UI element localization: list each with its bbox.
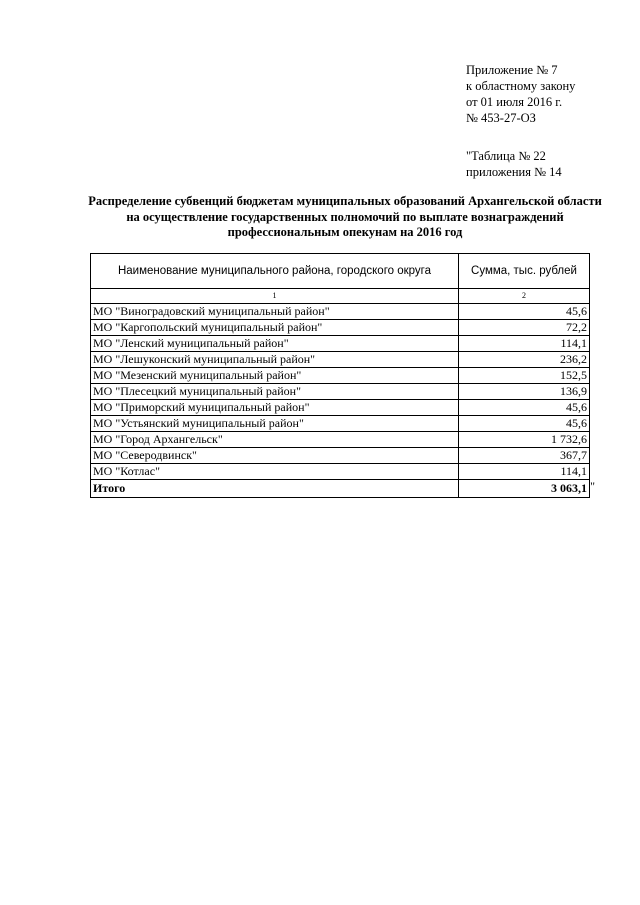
table-reference-line: "Таблица № 22 — [466, 149, 546, 163]
table-row — [91, 400, 590, 416]
table-row — [91, 464, 590, 480]
amount-value: 72,2 — [459, 320, 590, 336]
amount-value: 367,7 — [459, 448, 590, 464]
header-name-column: Наименование муниципального района, городского округа — [91, 254, 459, 289]
table-row — [91, 368, 590, 384]
appendix-line: от 01 июля 2016 г. — [466, 95, 563, 109]
table-row — [91, 448, 590, 464]
amount-value: 114,1 — [459, 464, 590, 480]
amount-value: 114,1 — [459, 336, 590, 352]
appendix-header — [466, 62, 575, 126]
header-amount-column: Сумма, тыс. рублей — [459, 254, 590, 289]
subvention-table — [90, 253, 595, 498]
amount-value: 1 732,6 — [459, 432, 590, 448]
appendix-line: к областному закону — [466, 79, 576, 93]
document-title: Распределение субвенций бюджетам муниципальных образований Архангельской области на осуществление государственных полномочий по выплате вознаграждений профессиональным опекунам на 2016 год — [88, 194, 602, 239]
table-row — [91, 416, 590, 432]
total-label: Итого — [91, 480, 459, 498]
municipality-name: МО "Плесецкий муниципальный район" — [91, 384, 459, 400]
municipality-name: МО "Ленский муниципальный район" — [91, 336, 459, 352]
table-row — [91, 352, 590, 368]
column-number: 1 — [91, 289, 459, 304]
total-row — [91, 480, 590, 498]
municipality-name: МО "Устьянский муниципальный район" — [91, 416, 459, 432]
municipality-name: МО "Лешуконский муниципальный район" — [91, 352, 459, 368]
municipality-name: МО "Приморский муниципальный район" — [91, 400, 459, 416]
municipality-name: МО "Каргопольский муниципальный район" — [91, 320, 459, 336]
municipality-name: МО "Северодвинск" — [91, 448, 459, 464]
amount-value: 136,9 — [459, 384, 590, 400]
table-row — [91, 384, 590, 400]
column-number: 2 — [459, 289, 590, 304]
table-reference — [466, 148, 562, 180]
column-number-row — [91, 289, 590, 304]
municipality-name: МО "Котлас" — [91, 464, 459, 480]
table-row — [91, 432, 590, 448]
municipality-name: МО "Город Архангельск" — [91, 432, 459, 448]
amount-value: 45,6 — [459, 400, 590, 416]
municipality-name: МО "Виноградовский муниципальный район" — [91, 304, 459, 320]
amount-value: 45,6 — [459, 304, 590, 320]
municipality-name: МО "Мезенский муниципальный район" — [91, 368, 459, 384]
amount-value: 45,6 — [459, 416, 590, 432]
appendix-line: Приложение № 7 — [466, 63, 558, 77]
total-amount-cell — [459, 479, 595, 498]
table-reference-line: приложения № 14 — [466, 165, 562, 179]
table-row — [91, 320, 590, 336]
table-row — [91, 304, 590, 320]
appendix-line: № 453-27-ОЗ — [466, 111, 536, 125]
total-amount: 3 063,1 — [551, 481, 587, 495]
table-header-row — [91, 254, 590, 289]
table-row — [91, 336, 590, 352]
amount-value: 152,5 — [459, 368, 590, 384]
amount-value: 236,2 — [459, 352, 590, 368]
closing-quote: " — [590, 479, 595, 493]
